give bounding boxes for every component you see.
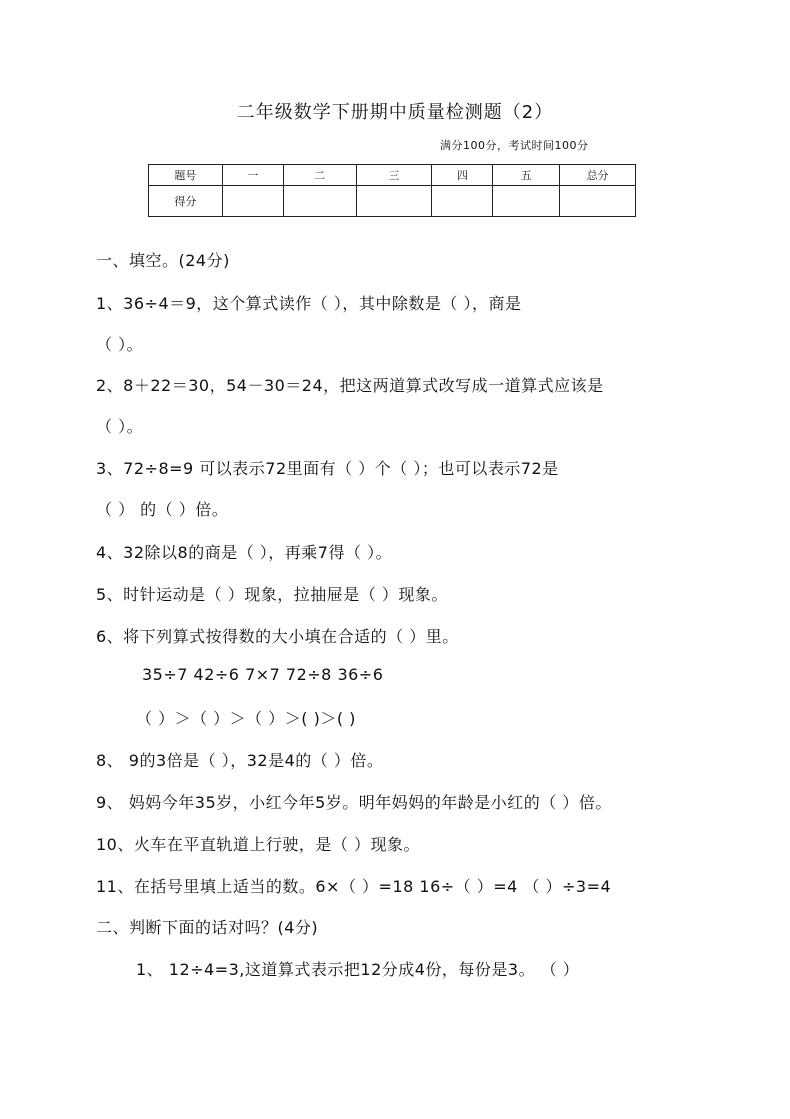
score-row-label: 得分 (149, 186, 223, 217)
section-heading: 一、填空。(24分) (96, 251, 230, 270)
score-header-cell: 三 (356, 165, 432, 186)
page-title: 二年级数学下册期中质量检测题（2） (236, 102, 554, 123)
ordering-blanks: （ ）＞（ ）＞（ ）＞( )＞( ) (136, 709, 356, 728)
question-line: 10、火车在平直轨道上行驶，是（ ）现象。 (96, 835, 420, 854)
score-cell (222, 186, 283, 217)
question-line: （ ） 的（ ）倍。 (96, 500, 229, 519)
score-header-cell: 二 (283, 165, 356, 186)
question-line: 9、 妈妈今年35岁，小红今年5岁。明年妈妈的年龄是小红的（ ）倍。 (96, 793, 612, 812)
question-line: 6、将下列算式按得数的大小填在合适的（ ）里。 (96, 627, 459, 646)
score-header-cell: 一 (222, 165, 283, 186)
question-line: 1、36÷4＝9，这个算式读作（ ），其中除数是（ ），商是 (96, 294, 522, 313)
score-cell (283, 186, 356, 217)
score-table (148, 164, 636, 217)
question-line: 1、 12÷4=3,这道算式表示把12分成4份，每份是3。 （ ） (136, 960, 580, 979)
question-line: 11、在括号里填上适当的数。6×（ ）=18 16÷（ ）=4 （ ）÷3=4 (96, 877, 612, 896)
section-heading: 二、判断下面的话对吗？(4分) (96, 918, 319, 937)
score-table-header-row (149, 165, 636, 186)
exam-info: 满分100分，考试时间100分 (440, 139, 589, 152)
question-line: （ ）。 (96, 417, 144, 436)
score-cell (432, 186, 493, 217)
score-header-cell: 题号 (149, 165, 223, 186)
score-header-cell: 总分 (560, 165, 636, 186)
score-cell (560, 186, 636, 217)
question-line: 4、32除以8的商是（ ），再乘7得（ ）。 (96, 543, 393, 562)
question-line: 8、 9的3倍是（ ），32是4的（ ）倍。 (96, 751, 384, 770)
score-header-cell: 四 (432, 165, 493, 186)
score-header-cell: 五 (493, 165, 560, 186)
score-table-score-row (149, 186, 636, 217)
score-cell (493, 186, 560, 217)
question-line: 3、72÷8=9 可以表示72里面有（ ）个（ ）；也可以表示72是 (96, 459, 559, 478)
question-line: 5、时针运动是（ ）现象，拉抽屉是（ ）现象。 (96, 585, 448, 604)
expression-list: 35÷7 42÷6 7×7 72÷8 36÷6 (142, 665, 384, 684)
question-line: （ ）。 (96, 335, 144, 354)
question-line: 2、8＋22＝30，54－30＝24，把这两道算式改写成一道算式应该是 (96, 376, 604, 395)
score-cell (356, 186, 432, 217)
